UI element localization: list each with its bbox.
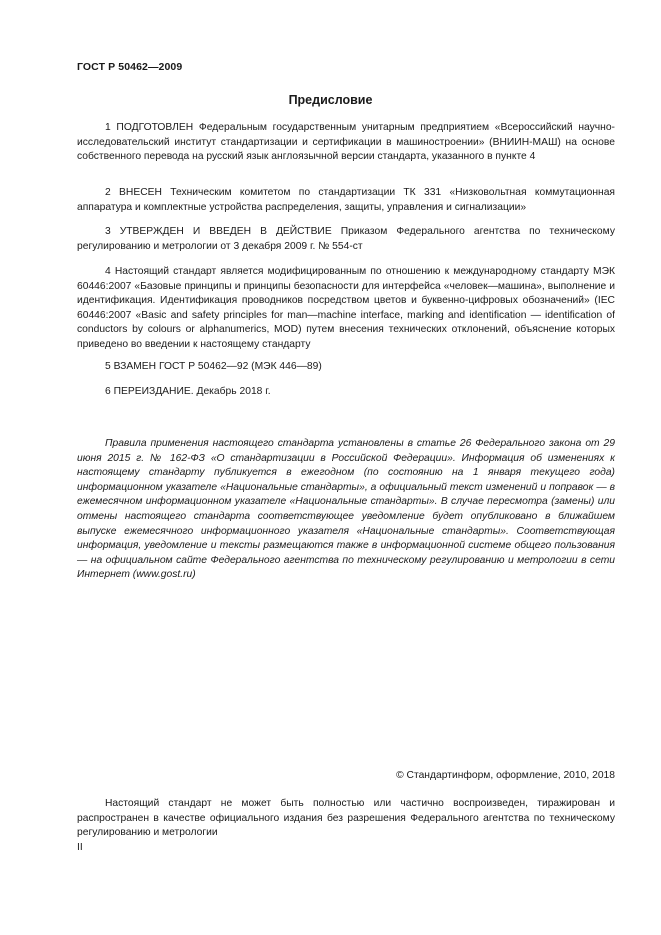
legal-notice: Настоящий стандарт не может быть полностью или частично воспроизведен, тиражирован и распространен в качестве официального издания без разрешения Федерального агентства по техническому регулированию и метрологии (77, 798, 615, 839)
paragraph-6: 6 ПЕРЕИЗДАНИЕ. Декабрь 2018 г. (105, 386, 271, 397)
paragraph-5: 5 ВЗАМЕН ГОСТ Р 50462—92 (МЭК 446—89) (105, 361, 322, 372)
paragraph-2: 2 ВНЕСЕН Техническим комитетом по стандартизации ТК 331 «Низковольтная коммутационная аппаратура и комплектные устройства распределения, защиты, управления и сигнализации» (77, 187, 615, 213)
paragraph-3: 3 УТВЕРЖДЕН И ВВЕДЕН В ДЕЙСТВИЕ Приказом Федерального агентства по техническому регулированию и метрологии от 3 декабря 2009 г. № 554-ст (77, 226, 615, 252)
paragraph-4: 4 Настоящий стандарт является модифицированным по отношению к международному стандарту МЭК 60446:2007 «Базовые принципы и принципы безопасности для интерфейса «человек—машина», выполнение и идентификация. Идентификация проводников посредством цветов и буквенно-цифровых обозначений» (IEC 60446:2007 «Basic and safety principles for man—machine interface, marking and identification — identification of conductors by colours or alphanumerics, MOD) путем внесения технических отклонений, объяснение которых приведено во введении к настоящему стандарту (77, 266, 615, 350)
page-number: II (77, 842, 83, 853)
page-title: Предисловие (288, 93, 373, 107)
paragraph-1: 1 ПОДГОТОВЛЕН Федеральным государственным унитарным предприятием «Всероссийский научно-исследовательский институт стандартизации и сертификации в машиностроении» (ВНИИН-МАШ) на основе собственного перевода на русский язык англоязычной версии стандарта, указанного в пункте 4 (77, 122, 615, 163)
application-rules-notice: Правила применения настоящего стандарта установлены в статье 26 Федерального закона от 29 июня 2015 г. № 162-ФЗ «О стандартизации в Российской Федерации». Информация об изменениях к настоящему стандарту публикуется в ежегодном (по состоянию на 1 января текущего года) информационном указателе «Национальные стандарты», а официальный текст изменений и поправок — в ежемесячном информационном указателе «Национальные стандарты». В случае пересмотра (замены) или отмены настоящего стандарта соответствующее уведомление будет опубликовано в ближайшем выпуске ежемесячного информационного указателя «Национальные стандарты». Соответствующая информация, уведомление и тексты размещаются также в информационной системе общего пользования — на официальном сайте Федерального агентства по техническому регулированию и метрологии в сети Интернет (www.gost.ru) (77, 438, 615, 581)
standard-header: ГОСТ Р 50462—2009 (77, 61, 183, 73)
copyright-line: © Стандартинформ, оформление, 2010, 2018 (396, 770, 615, 781)
